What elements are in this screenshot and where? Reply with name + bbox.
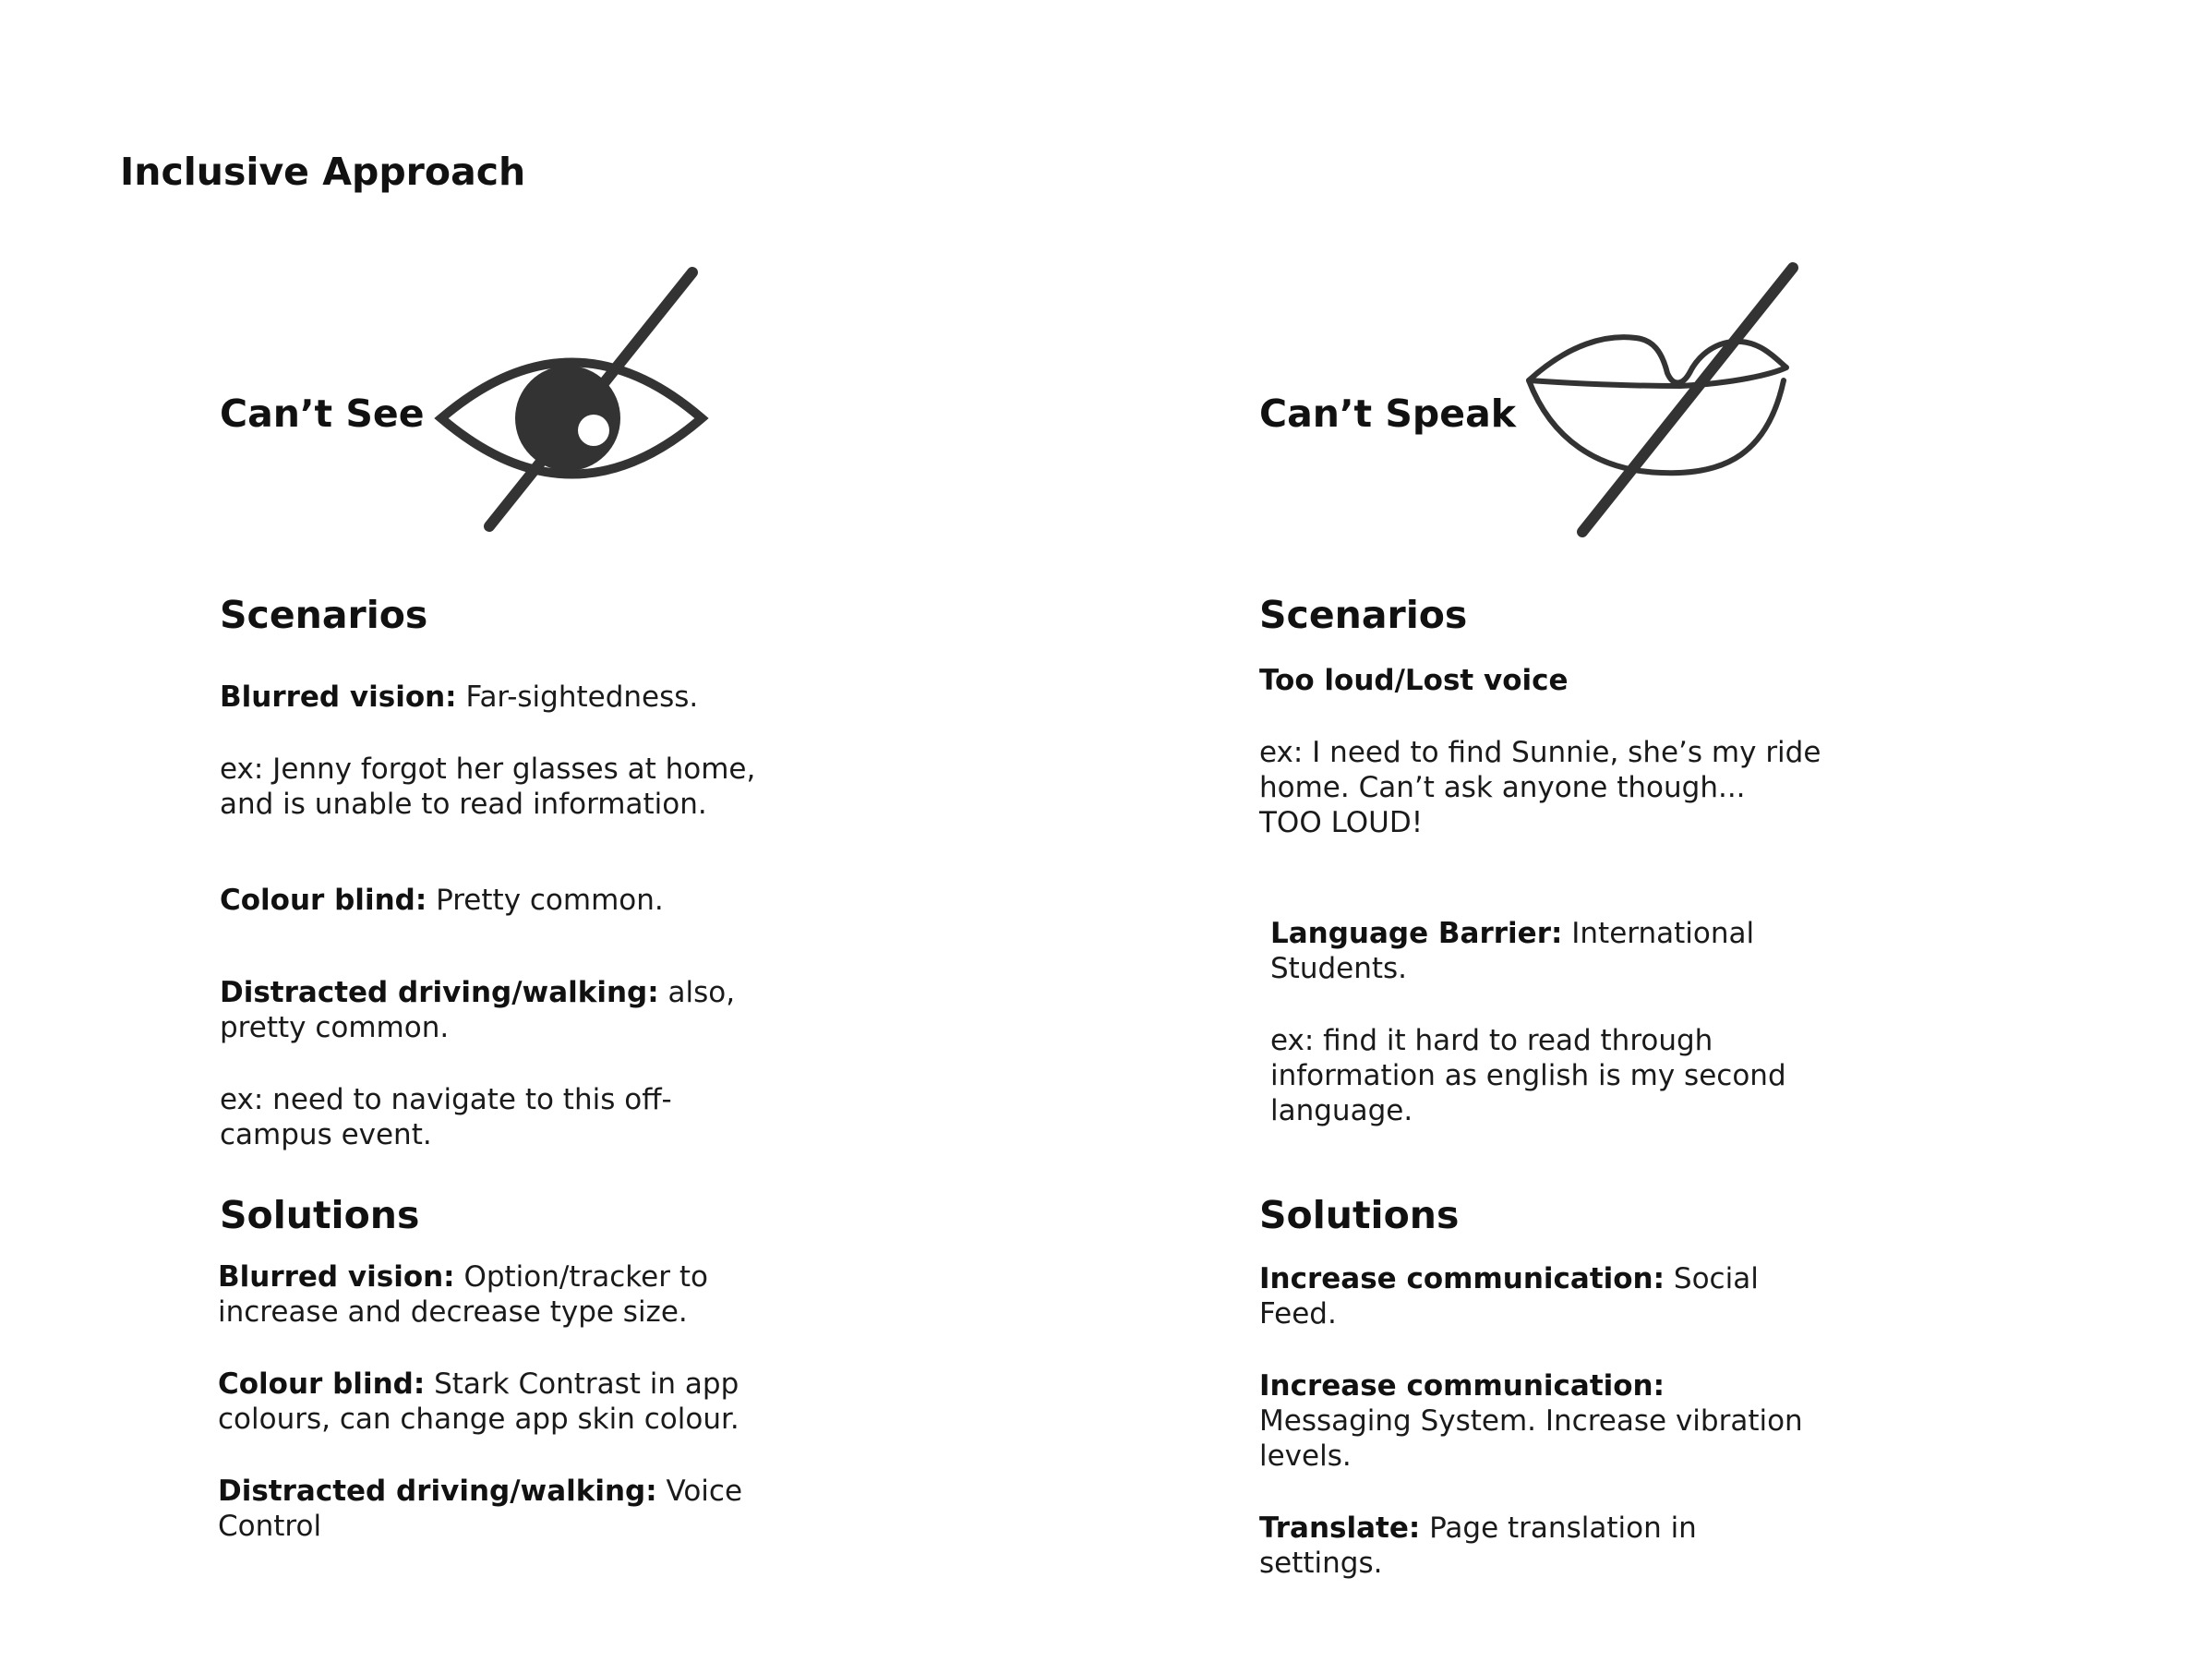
solution-text: Voice	[666, 1475, 743, 1508]
solution-text: Feed.	[1259, 1297, 1337, 1331]
scenario-text: also,	[667, 976, 736, 1009]
scenario-text: pretty common.	[220, 1011, 450, 1044]
scenario-label: Too loud/Lost voice	[1259, 664, 1569, 697]
solution-distracted	[218, 1474, 742, 1544]
solution-translate	[1259, 1511, 1697, 1581]
solution-text: Control	[218, 1510, 322, 1543]
solution-text: Stark Contrast in app	[434, 1367, 739, 1401]
scenario-language-barrier	[1270, 916, 1754, 986]
solution-text: increase and decrease type size.	[218, 1295, 688, 1329]
solution-text: Page translation in	[1429, 1511, 1697, 1545]
scenario-text: Far-sightedness.	[465, 680, 699, 714]
solution-text: colours, can change app skin colour.	[218, 1403, 739, 1436]
example-line: home. Can’t ask anyone though...	[1259, 771, 1746, 804]
scenario-blurred-example	[220, 752, 755, 822]
solution-label: Increase communication:	[1259, 1262, 1665, 1295]
solution-colour-blind	[218, 1367, 739, 1437]
scenario-text: Students.	[1270, 952, 1408, 985]
scenario-label: Distracted driving/walking:	[220, 976, 659, 1009]
cant-speak-heading: Can’t Speak	[1259, 391, 1517, 436]
scenario-colour-blind	[220, 883, 664, 918]
example-line: campus event.	[220, 1118, 432, 1151]
example-line: information as english is my second	[1270, 1059, 1786, 1092]
cant-see-heading: Can’t See	[220, 391, 425, 436]
solution-social-feed	[1259, 1261, 1759, 1331]
crossed-out-eye-icon	[434, 263, 711, 540]
crossed-out-lips-icon	[1514, 259, 1809, 545]
left-scenarios-heading: Scenarios	[220, 593, 428, 637]
right-scenarios-heading: Scenarios	[1259, 593, 1468, 637]
scenario-language-example	[1270, 1023, 1786, 1128]
scenario-too-loud-example	[1259, 735, 1821, 840]
solution-blurred-vision	[218, 1259, 708, 1330]
solution-text: Messaging System. Increase vibration	[1259, 1404, 1803, 1438]
example-line: ex: find it hard to read through	[1270, 1024, 1713, 1057]
scenario-blurred-vision	[220, 680, 698, 715]
example-line: ex: I need to find Sunnie, she’s my ride	[1259, 736, 1821, 769]
scenario-distracted	[220, 975, 735, 1045]
solution-label: Blurred vision:	[218, 1260, 455, 1294]
scenario-label: Language Barrier:	[1270, 917, 1563, 950]
example-line: ex: Jenny forgot her glasses at home,	[220, 753, 756, 786]
page-title: Inclusive Approach	[120, 150, 526, 194]
solution-label: Increase communication:	[1259, 1369, 1665, 1403]
scenario-label: Colour blind:	[220, 884, 427, 917]
scenario-too-loud	[1259, 663, 1569, 698]
example-line: language.	[1270, 1094, 1413, 1127]
solution-text: Option/tracker to	[463, 1260, 708, 1294]
scenario-distracted-example	[220, 1082, 672, 1152]
example-line: ex: need to navigate to this off-	[220, 1083, 672, 1116]
left-solutions-heading: Solutions	[220, 1193, 420, 1237]
solution-label: Colour blind:	[218, 1367, 426, 1401]
example-line: and is unable to read information.	[220, 788, 707, 821]
scenario-text: International	[1571, 917, 1755, 950]
solution-text: Social	[1673, 1262, 1759, 1295]
scenario-text: Pretty common.	[436, 884, 664, 917]
solution-text: levels.	[1259, 1439, 1352, 1473]
solution-text: settings.	[1259, 1547, 1383, 1580]
solution-label: Translate:	[1259, 1511, 1421, 1545]
solution-messaging	[1259, 1368, 1803, 1474]
solution-label: Distracted driving/walking:	[218, 1475, 657, 1508]
right-solutions-heading: Solutions	[1259, 1193, 1460, 1237]
scenario-label: Blurred vision:	[220, 680, 457, 714]
example-line: TOO LOUD!	[1259, 806, 1424, 839]
